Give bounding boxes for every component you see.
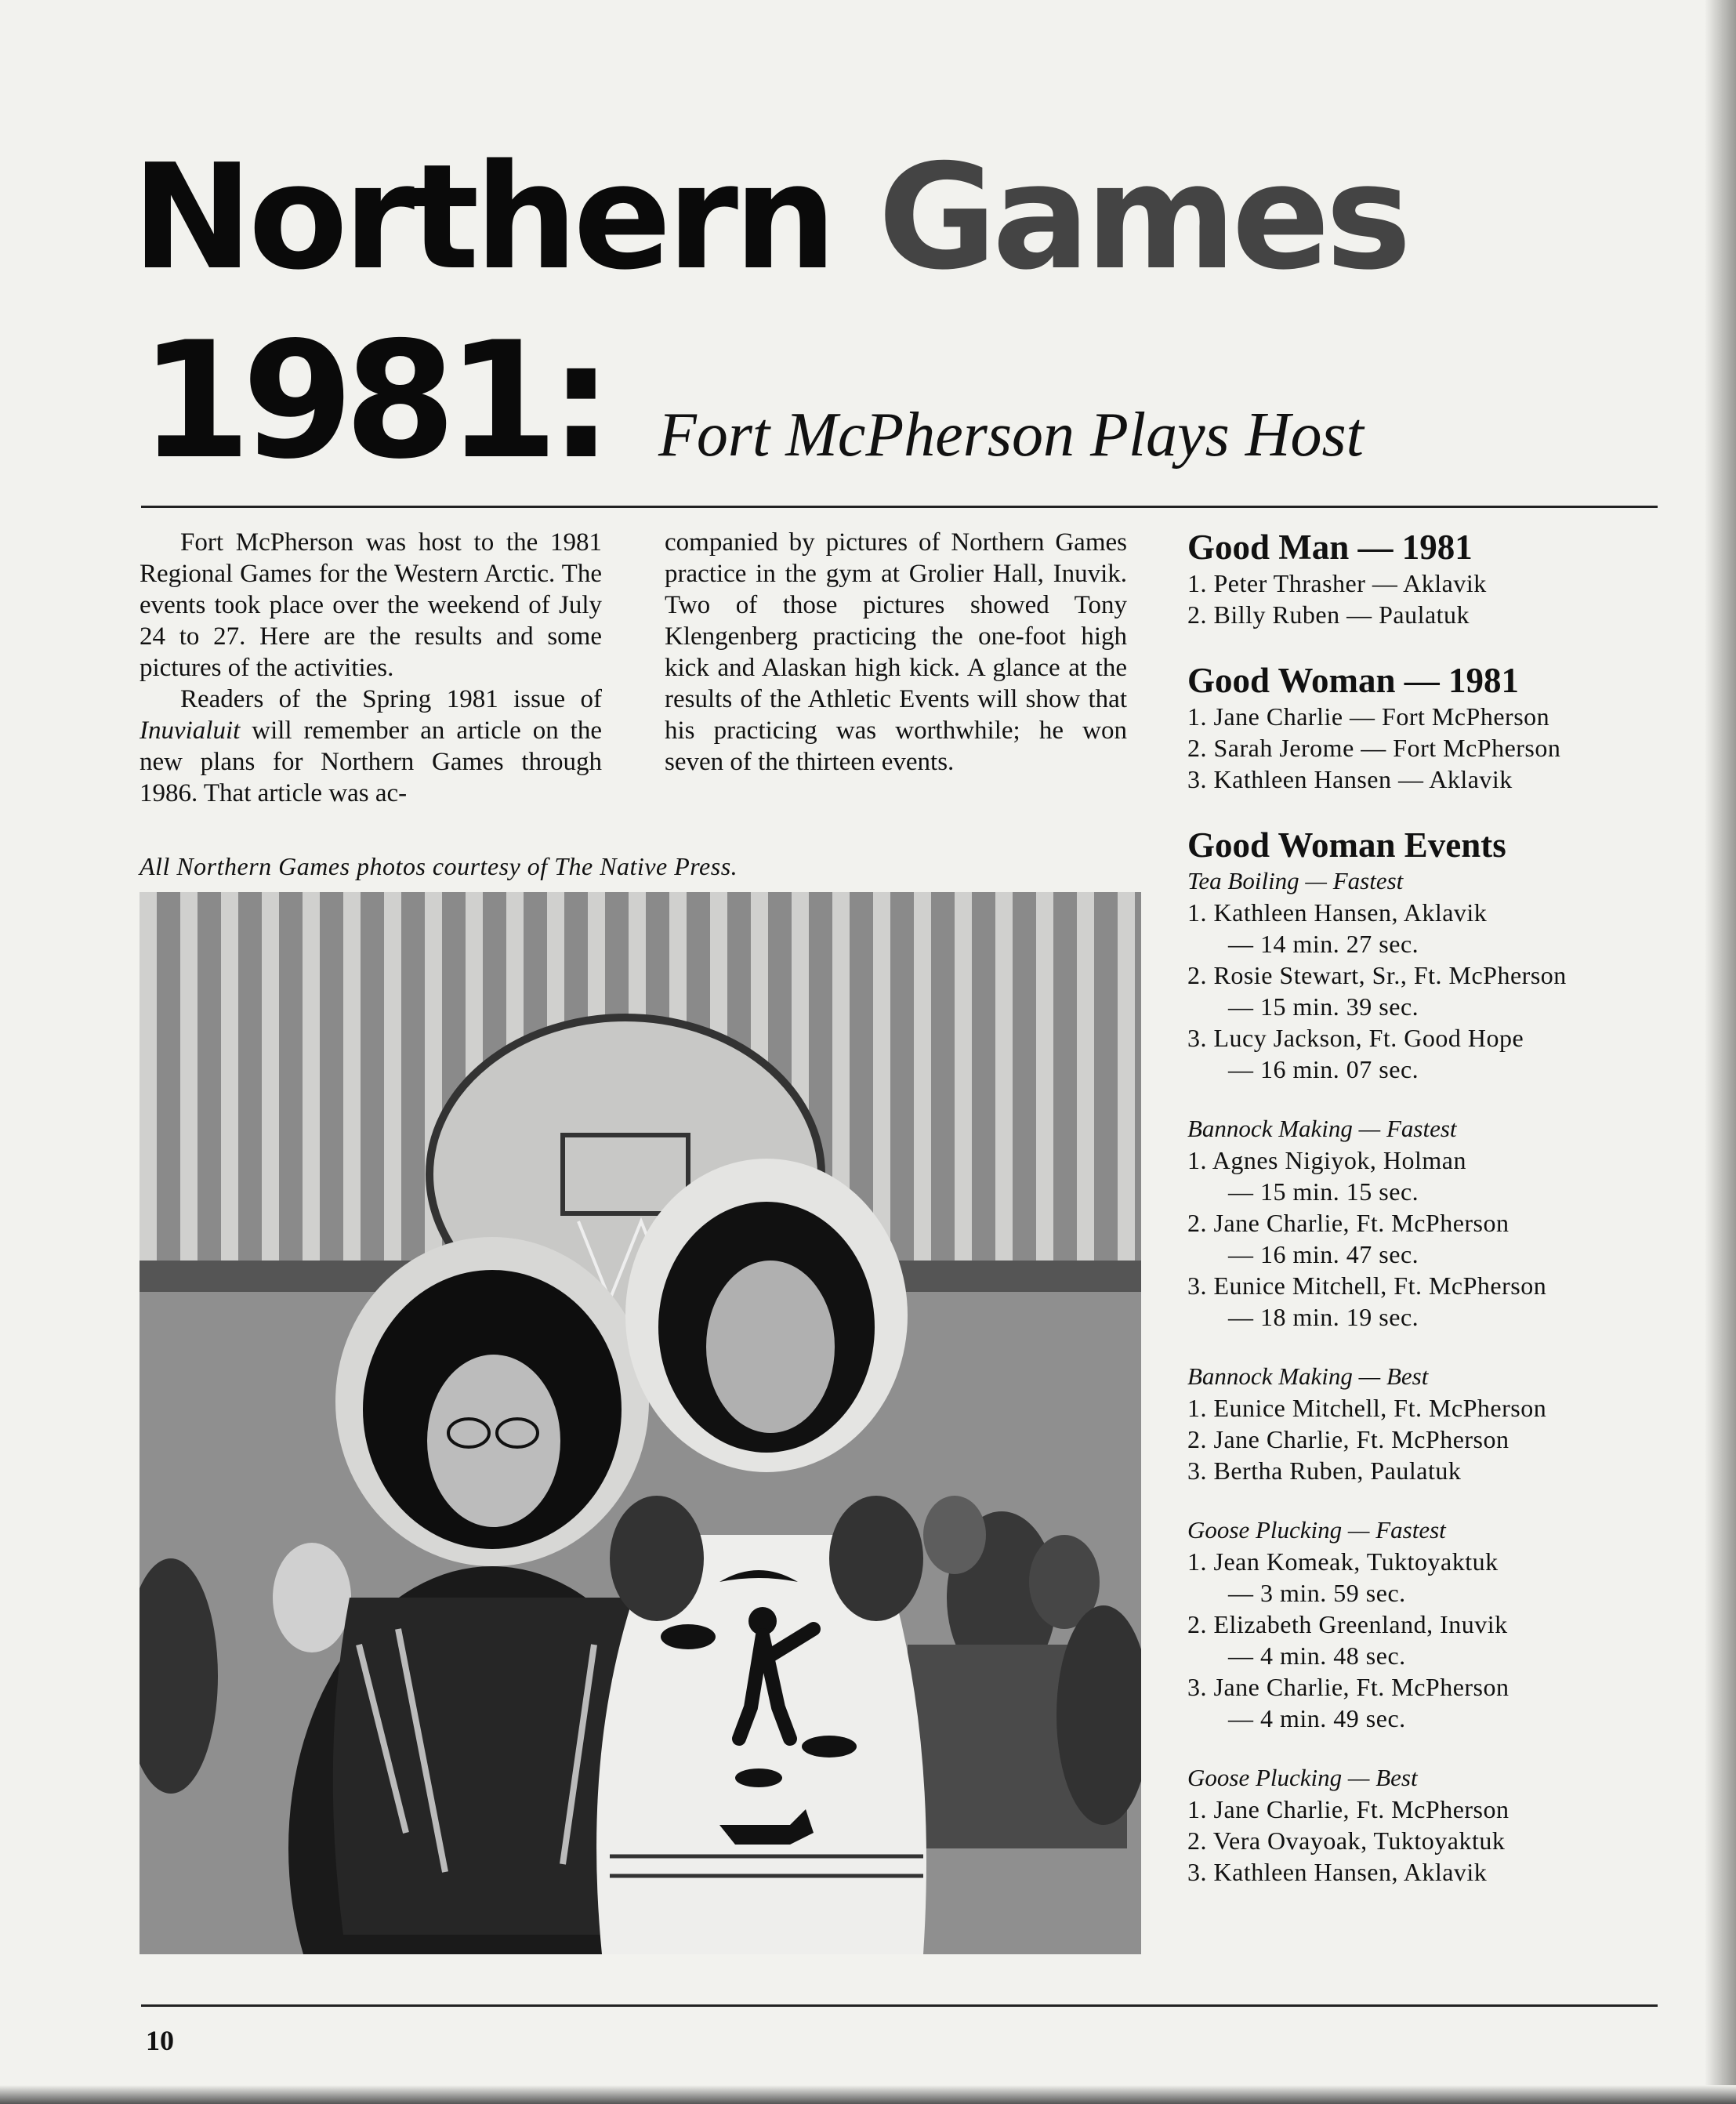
good-woman-events-heading: Good Woman Events xyxy=(1187,825,1506,865)
list-item: 3. Kathleen Hansen, Aklavik xyxy=(1187,1858,1488,1886)
result-time: — 15 min. 15 sec. xyxy=(1228,1177,1419,1206)
list-item: 1. Jean Komeak, Tuktoyaktuk xyxy=(1187,1547,1499,1576)
headline-year: 1981: xyxy=(140,308,604,495)
top-rule xyxy=(141,506,1658,508)
list-item: 3. Jane Charlie, Ft. McPherson xyxy=(1187,1673,1509,1701)
results-column xyxy=(1187,527,1673,1888)
list-item: 1. Jane Charlie — Fort McPherson xyxy=(1187,702,1550,731)
result-time: — 4 min. 49 sec. xyxy=(1228,1704,1406,1732)
magazine-title: Inuvialuit xyxy=(140,716,241,745)
event-title: Tea Boiling — Fastest xyxy=(1187,867,1404,894)
list-item: 2. Elizabeth Greenland, Inuvik xyxy=(1187,1610,1508,1638)
article-paragraph-1: Fort McPherson was host to the 1981 Regional Games for the Western Arctic. The events took place over the weekend of July 24 to 27. Here are the results and some pictures of the activities. xyxy=(140,528,602,682)
good-woman-list xyxy=(1187,701,1673,795)
list-item: 1. Peter Thrasher — Aklavik xyxy=(1187,569,1487,597)
event-title: Goose Plucking — Best xyxy=(1187,1764,1418,1791)
event-title: Bannock Making — Best xyxy=(1187,1362,1429,1390)
list-item: 2. Jane Charlie, Ft. McPherson xyxy=(1187,1425,1509,1453)
list-item: 2. Rosie Stewart, Sr., Ft. McPherson xyxy=(1187,961,1567,989)
result-time: — 14 min. 27 sec. xyxy=(1228,930,1419,958)
list-item: 3. Eunice Mitchell, Ft. McPherson xyxy=(1187,1271,1547,1300)
list-item: 3. Lucy Jackson, Ft. Good Hope xyxy=(1187,1024,1524,1052)
photo-credit: All Northern Games photos courtesy of The Native Press. xyxy=(140,852,738,880)
article-column-2 xyxy=(665,527,1127,778)
list-item: 1. Jane Charlie, Ft. McPherson xyxy=(1187,1795,1509,1823)
good-woman-heading: Good Woman — 1981 xyxy=(1187,661,1519,700)
event-results xyxy=(1187,897,1673,1085)
event-results xyxy=(1187,1546,1673,1734)
event-title: Goose Plucking — Fastest xyxy=(1187,1516,1446,1544)
headline-games: Games xyxy=(878,132,1408,302)
list-item: 1. Kathleen Hansen, Aklavik xyxy=(1187,898,1488,927)
list-item: 3. Bertha Ruben, Paulatuk xyxy=(1187,1456,1462,1485)
list-item: 1. Eunice Mitchell, Ft. McPherson xyxy=(1187,1394,1547,1422)
page-edge-shadow xyxy=(1705,0,1736,2104)
event-results xyxy=(1187,1794,1673,1888)
event-title: Bannock Making — Fastest xyxy=(1187,1115,1457,1142)
article-column-1 xyxy=(140,527,602,809)
page-number: 10 xyxy=(146,2025,174,2056)
list-item: 1. Agnes Nigiyok, Holman xyxy=(1187,1146,1466,1174)
result-time: — 16 min. 07 sec. xyxy=(1228,1055,1419,1083)
list-item: 3. Kathleen Hansen — Aklavik xyxy=(1187,765,1513,793)
article-paragraph-3: companied by pictures of Northern Games practice in the gym at Grolier Hall, Inuvik. Two of those pictures showed Tony Klengenberg practicing the one-foot high kick and Alaskan high kick. A glance at the results of the Athletic Events will show that his practicing was worthwhile; he won seven of the thirteen events. xyxy=(665,528,1127,776)
good-man-list xyxy=(1187,568,1673,630)
list-item: 2. Billy Ruben — Paulatuk xyxy=(1187,600,1470,629)
good-man-heading: Good Man — 1981 xyxy=(1187,528,1473,567)
result-time: — 4 min. 48 sec. xyxy=(1228,1641,1406,1670)
page-bottom-shadow xyxy=(0,2085,1736,2104)
bottom-rule xyxy=(141,2004,1658,2007)
list-item: 2. Jane Charlie, Ft. McPherson xyxy=(1187,1209,1509,1237)
result-time: — 18 min. 19 sec. xyxy=(1228,1303,1419,1331)
event-results xyxy=(1187,1392,1673,1486)
headline xyxy=(132,132,1408,302)
article-paragraph-2: Readers of the Spring 1981 issue of Inuvialuit will remember an article on the new plans for Northern Games through 1986. That article was ac- xyxy=(140,685,602,807)
list-item: 2. Vera Ovayoak, Tuktoyaktuk xyxy=(1187,1826,1506,1855)
result-time: — 3 min. 59 sec. xyxy=(1228,1579,1406,1607)
result-time: — 15 min. 39 sec. xyxy=(1228,992,1419,1021)
event-results xyxy=(1187,1145,1673,1333)
result-time: — 16 min. 47 sec. xyxy=(1228,1240,1419,1268)
headline-northern: Northern xyxy=(132,132,879,302)
northern-games-photo xyxy=(140,892,1141,1954)
subtitle: Fort McPherson Plays Host xyxy=(658,401,1364,470)
list-item: 2. Sarah Jerome — Fort McPherson xyxy=(1187,734,1561,762)
